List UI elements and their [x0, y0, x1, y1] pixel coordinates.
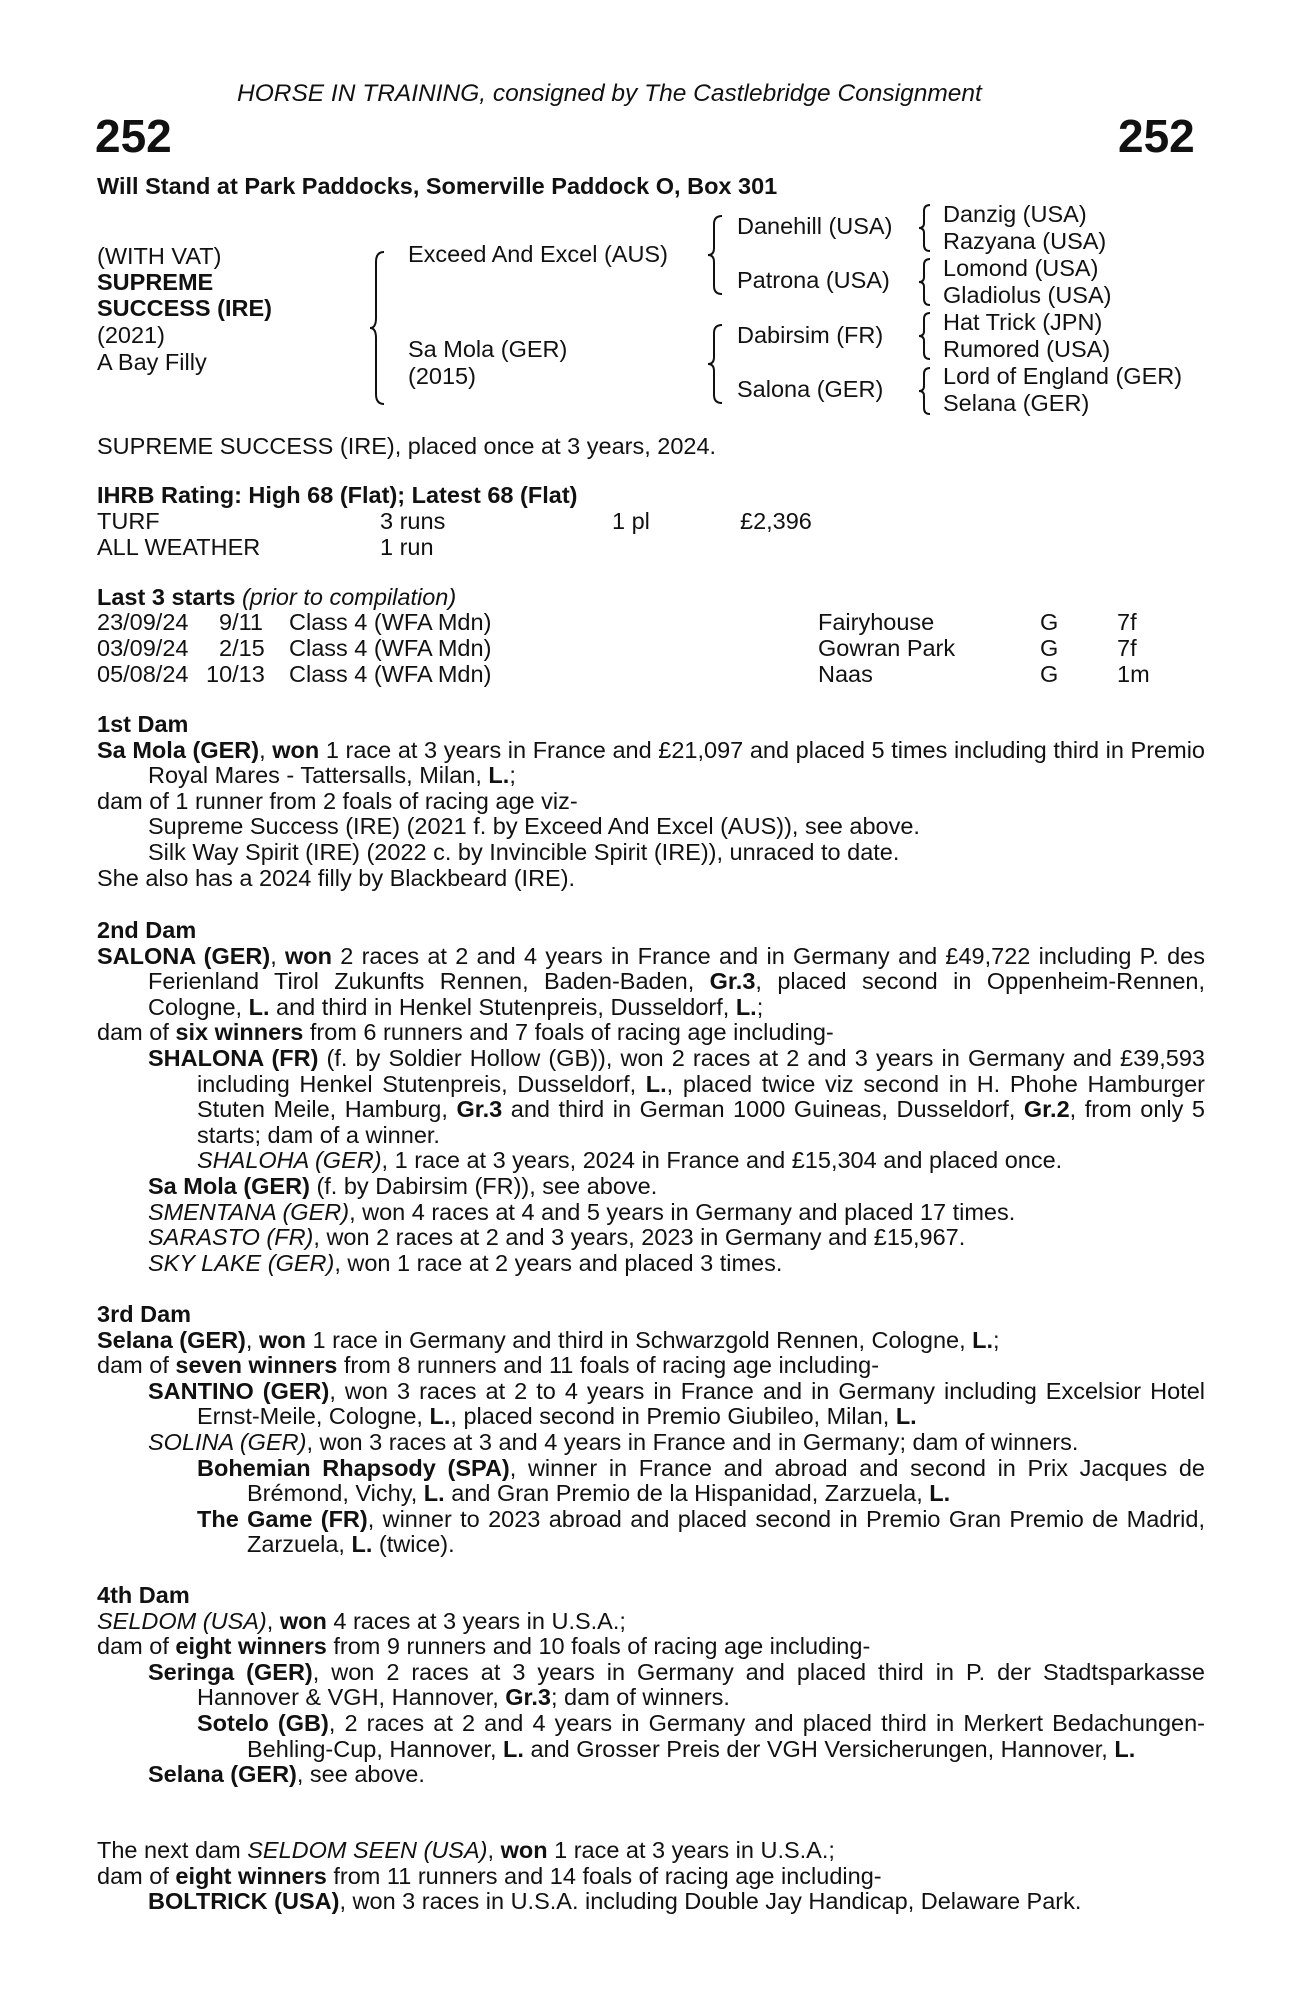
listed-mark: L. [1114, 1735, 1136, 1762]
pedigree-sire: Exceed And Excel (AUS) [408, 241, 668, 267]
race-record: , placed second in Oppenheim-Rennen, Cologne, [148, 968, 1205, 1020]
pedigree-brace-main [370, 250, 390, 406]
start-course: Fairyhouse [818, 609, 935, 635]
progeny-name: The Game (FR) [197, 1505, 368, 1532]
pedigree-dam-year: (2015) [408, 363, 476, 389]
consignment-line: HORSE IN TRAINING, consigned by The Castlebridge Consignment [237, 80, 982, 107]
progeny-entry [97, 1046, 1205, 1148]
punctuation: ; [756, 993, 764, 1020]
third-dam-heading: 3rd Dam [97, 1301, 192, 1327]
first-dam-section: 1st Dam Sa Mola (GER), won 1 race at 3 years in France and £21,097 and placed 5 times including third in Premio Royal Mares - Tattersalls, Milan, L.; dam of 1 runner from 2 foals of racing age viz- Supreme Success (IRE) (2021 f. by Exceed And Excel (AUS)), see above. Silk Way Spirit (IRE) (2022 c. by Invincible Spirit (IRE)), unraced to date. She also has a 2024 filly by Blackbeard (IRE). [97, 711, 1205, 891]
race-record: , placed second in Premio Giubileo, Milan, [450, 1403, 896, 1430]
dam-of-text: dam of [97, 1352, 176, 1379]
race-record: , won 3 races at 2 to 4 years in France and in Germany including Excelsior Hotel Ernst-Meile, Cologne, [197, 1377, 1205, 1430]
pedigree-brace-dd [918, 366, 934, 416]
dam-of-line [97, 1353, 1205, 1379]
dam-of-text: dam of [97, 1633, 176, 1660]
race-record: , placed twice viz second in H. Phohe Hamburger Stuten Meile, Hamburg, [197, 1070, 1205, 1123]
rating-aw-runs: 1 run [380, 534, 434, 560]
won-label: won [279, 1607, 327, 1634]
listed-mark: L. [972, 1326, 994, 1353]
progeny-name: SANTINO (GER) [148, 1377, 330, 1404]
progeny-name: BOLTRICK (USA) [148, 1888, 340, 1915]
last-starts-title: Last 3 starts [97, 584, 236, 610]
listed-mark: L. [929, 1480, 951, 1507]
dam-name: Sa Mola (GER) [97, 736, 260, 763]
pedigree-dds: Lord of England (GER) [943, 363, 1183, 389]
pedigree-sds: Lomond (USA) [943, 255, 1099, 281]
dam-of-line: dam of 1 runner from 2 foals of racing age viz- [97, 787, 578, 814]
dam-name: SELDOM (USA) [97, 1607, 267, 1634]
dam-of-line [97, 1864, 1205, 1890]
progeny-entry [97, 1711, 1205, 1762]
winners-count: eight winners [175, 1862, 327, 1889]
horse-year: (2021) [97, 322, 165, 348]
horse-summary: SUPREME SUCCESS (IRE), placed once at 3 years, 2024. [97, 433, 717, 459]
rating-turf-placed: 1 pl [612, 508, 650, 534]
pedigree-ds: Dabirsim (FR) [737, 322, 884, 348]
dam-of-line [97, 1634, 1205, 1660]
start-position: 10/13 [206, 661, 265, 687]
progeny-entry: Silk Way Spirit (IRE) (2022 c. by Invincible Spirit (IRE)), unraced to date. [148, 838, 900, 865]
race-record: , won 3 races in U.S.A. including Double Jay Handicap, Delaware Park. [339, 1888, 1082, 1915]
dam-of-text: from 8 runners and 11 foals of racing age including- [337, 1352, 880, 1379]
race-record: 1 race at 3 years in U.S.A.; [547, 1837, 835, 1863]
pedigree-brace-ds [918, 311, 934, 361]
third-dam-section: 3rd Dam Selana (GER), won 1 race in Germany and third in Schwarzgold Rennen, Cologne, L.; dam of seven winners from 8 runners and 11 foals of racing age including- SANTINO (GER), won 3 races at 2 to 4 years in France and in Germany including Excelsior Hotel Ernst-Meile, Cologne, L., placed second in Premio Giubileo, Milan, L. SOLINA (GER), won 3 races at 3 and 4 years in France and in Germany; dam of winners. Bohemian Rhapsody (SPA), winner in France and abroad and second in Prix Jacques de Brémond, Vichy, L. and Gran Premio de la Hispanidad, Zarzuela, L. The Game (FR), winner to 2023 abroad and placed second in Premio Gran Premio de Madrid, Zarzuela, L. (twice). [97, 1301, 1205, 1558]
listed-mark: L. [429, 1403, 451, 1430]
race-record: and Grosser Preis der VGH Versicherungen, Hannover, [523, 1735, 1115, 1762]
pedigree-brace-dam [708, 323, 728, 405]
listed-mark: L. [248, 993, 270, 1020]
race-record: , won 4 races at 4 and 5 years in Germany and placed 17 times. [349, 1198, 1016, 1225]
fourth-dam-heading: 4th Dam [97, 1582, 190, 1608]
group-mark: Gr.2 [1023, 1096, 1070, 1123]
pedigree-dd: Salona (GER) [737, 376, 884, 402]
listed-mark: L. [351, 1531, 373, 1558]
horse-description: A Bay Filly [97, 349, 207, 375]
race-record: , won 1 race at 2 years and placed 3 times. [334, 1249, 783, 1276]
start-date: 03/09/24 [97, 635, 189, 661]
pedigree-sdd: Gladiolus (USA) [943, 282, 1112, 308]
rating-title: IHRB Rating: High 68 (Flat); Latest 68 (Flat) [97, 482, 578, 508]
last-starts-heading [97, 585, 456, 611]
pedigree-ss: Danehill (USA) [737, 213, 893, 239]
race-record: , 1 race at 3 years, 2024 in France and £15,304 and placed once. [381, 1147, 1063, 1174]
start-race: Class 4 (WFA Mdn) [289, 635, 492, 661]
start-race: Class 4 (WFA Mdn) [289, 609, 492, 635]
progeny-entry [97, 1507, 1205, 1558]
start-date: 05/08/24 [97, 661, 189, 687]
race-record: , from only 5 starts; dam of a winner. [197, 1096, 1206, 1148]
race-record: , winner to 2023 abroad and placed second in Premio Gran Premio de Madrid, Zarzuela, [247, 1505, 1205, 1558]
progeny-entry [97, 1200, 1205, 1226]
pedigree-dam: Sa Mola (GER) [408, 336, 568, 362]
dam-name: SALONA (GER) [97, 942, 271, 969]
start-race: Class 4 (WFA Mdn) [289, 661, 492, 687]
race-record: 1 race at 3 years in France and £21,097 and placed 5 times including third in Premio Royal Mares - Tattersalls, Milan, [148, 736, 1205, 789]
pedigree-sd: Patrona (USA) [737, 267, 890, 293]
progeny-name: SHALOHA (GER) [197, 1147, 382, 1174]
rating-turf-prize: £2,396 [740, 508, 812, 534]
rating-turf-runs: 3 runs [380, 508, 446, 534]
stand-location: Will Stand at Park Paddocks, Somerville Paddock O, Box 301 [97, 173, 778, 199]
start-position: 9/11 [219, 609, 263, 635]
progeny-name: SOLINA (GER) [148, 1428, 307, 1455]
dam-of-text: from 11 runners and 14 foals of racing age including- [326, 1862, 882, 1889]
vat-note: (WITH VAT) [97, 243, 222, 269]
start-position: 2/15 [219, 635, 265, 661]
dam-name: Selana (GER) [97, 1326, 246, 1353]
progeny-name: SMENTANA (GER) [148, 1198, 350, 1225]
next-dam-section: The next dam SELDOM SEEN (USA), won 1 race at 3 years in U.S.A.; dam of eight winners from 11 runners and 14 foals of racing age including- BOLTRICK (USA), won 3 races in U.S.A. including Double Jay Handicap, Delaware Park. [97, 1838, 1205, 1915]
pedigree-sss: Danzig (USA) [943, 201, 1087, 227]
progeny-name: SHALONA (FR) [148, 1044, 319, 1071]
progeny-name: Bohemian Rhapsody (SPA) [197, 1454, 510, 1481]
race-record: 1 race in Germany and third in Schwarzgold Rennen, Cologne, [305, 1326, 973, 1353]
progeny-name: Seringa (GER) [148, 1658, 313, 1685]
race-record: (f. by Dabirsim (FR)), see above. [309, 1172, 658, 1199]
race-record: 2 races at 2 and 4 years in France and in Germany and £49,722 including P. des Ferienland Tirol Zukunfts Rennen, Baden-Baden, [148, 942, 1205, 995]
race-record: (f. by Soldier Hollow (GB)), won 2 races at 2 and 3 years in Germany and £39,593 including Henkel Stutenpreis, Dusseldorf, [197, 1044, 1205, 1097]
progeny-name: Sotelo (GB) [197, 1709, 329, 1736]
start-date: 23/09/24 [97, 609, 189, 635]
progeny-entry: Supreme Success (IRE) (2021 f. by Exceed And Excel (AUS)), see above. [148, 813, 920, 840]
progeny-entry [97, 1148, 1205, 1174]
rating-aw-surface: ALL WEATHER [97, 534, 261, 560]
second-dam-heading: 2nd Dam [97, 917, 197, 943]
listed-mark: L. [423, 1480, 445, 1507]
dam-of-text: dam of [97, 1862, 176, 1889]
progeny-name: Selana (GER) [148, 1761, 297, 1788]
progeny-entry [97, 1456, 1205, 1507]
pedigree-dss: Hat Trick (JPN) [943, 309, 1103, 335]
start-going: G [1040, 661, 1059, 687]
race-record: , won 2 races at 3 years in Germany and placed third in P. der Stadtsparkasse Hannover & VGH, Hannover, [197, 1658, 1206, 1711]
next-dam-text: The next dam [97, 1837, 248, 1863]
progeny-entry [97, 1379, 1205, 1430]
won-label: won [272, 736, 320, 763]
group-mark: Gr.3 [456, 1096, 503, 1123]
progeny-name: SKY LAKE (GER) [148, 1249, 335, 1276]
won-label: won [258, 1326, 306, 1353]
race-record: 4 races at 3 years in U.S.A.; [326, 1607, 626, 1634]
start-course: Gowran Park [818, 635, 956, 661]
dam-name: SELDOM SEEN (USA) [247, 1837, 488, 1863]
rating-turf-surface: TURF [97, 508, 160, 534]
race-record: ; dam of winners. [551, 1684, 730, 1711]
punctuation: ; [993, 1326, 1000, 1353]
start-distance: 7f [1117, 609, 1137, 635]
dam-of-line [97, 1020, 1205, 1046]
pedigree-ssd: Razyana (USA) [943, 228, 1107, 254]
progeny-entry [97, 1762, 1205, 1788]
race-record: , winner in France and abroad and second in Prix Jacques de Brémond, Vichy, [247, 1454, 1205, 1507]
progeny-entry [97, 1225, 1205, 1251]
dam-of-text: dam of [97, 1019, 176, 1046]
winners-count: eight winners [175, 1633, 327, 1660]
start-going: G [1040, 609, 1059, 635]
second-dam-section: 2nd Dam SALONA (GER), won 2 races at 2 and 4 years in France and in Germany and £49,722 including P. des Ferienland Tirol Zukunfts Rennen, Baden-Baden, Gr.3, placed second in Oppenheim-Rennen, Cologne, L. and third in Henkel Stutenpreis, Dusseldorf, L.; dam of six winners from 6 runners and 7 foals of racing age including- SHALONA (FR) (f. by Soldier Hollow (GB)), won 2 races at 2 and 3 years in Germany and £39,593 including Henkel Stutenpreis, Dusseldorf, L., placed twice viz second in H. Phohe Hamburger Stuten Meile, Hamburg, Gr.3 and third in German 1000 Guineas, Dusseldorf, Gr.2, from only 5 starts; dam of a winner. SHALOHA (GER), 1 race at 3 years, 2024 in France and £15,304 and placed once. Sa Mola (GER) (f. by Dabirsim (FR)), see above. SMENTANA (GER), won 4 races at 4 and 5 years in Germany and placed 17 times. SARASTO (FR), won 2 races at 2 and 3 years, 2023 in Germany and £15,967. SKY LAKE (GER), won 1 race at 2 years and placed 3 times. [97, 917, 1206, 1276]
listed-mark: L. [895, 1403, 917, 1430]
horse-name-line2: SUCCESS (IRE) [97, 295, 272, 321]
start-distance: 1m [1117, 661, 1150, 687]
listed-mark: L. [735, 993, 757, 1020]
group-mark: Gr.3 [709, 968, 756, 995]
listed-mark: L. [488, 762, 510, 789]
race-record: , see above. [296, 1761, 425, 1788]
lot-number-left: 252 [95, 110, 172, 162]
race-record: , 2 races at 2 and 4 years in Germany and placed third in Merkert Bedachungen-Behling-Cup, Hannover, [247, 1709, 1205, 1762]
pedigree-brace-sire [708, 214, 728, 296]
start-course: Naas [818, 661, 873, 687]
horse-name-line1: SUPREME [97, 269, 214, 295]
progeny-entry [97, 1889, 1205, 1915]
dam-of-text: from 6 runners and 7 foals of racing age including- [303, 1019, 834, 1046]
progeny-entry [97, 1660, 1205, 1711]
fourth-dam-section: 4th Dam SELDOM (USA), won 4 races at 3 years in U.S.A.; dam of eight winners from 9 runners and 10 foals of racing age including- Seringa (GER), won 2 races at 3 years in Germany and placed third in P. der Stadtsparkasse Hannover & VGH, Hannover, Gr.3; dam of winners. Sotelo (GB), 2 races at 2 and 4 years in Germany and placed third in Merkert Bedachungen-Behling-Cup, Hannover, L. and Grosser Preis der VGH Versicherungen, Hannover, L. Selana (GER), see above. [97, 1582, 1206, 1788]
pedigree-brace-sd [918, 257, 934, 307]
progeny-entry [97, 1251, 1205, 1277]
start-distance: 7f [1117, 635, 1137, 661]
last-starts-note: (prior to compilation) [241, 584, 457, 610]
won-label: won [500, 1837, 548, 1863]
group-mark: Gr.3 [505, 1684, 551, 1711]
race-record: , won 2 races at 2 and 3 years, 2023 in Germany and £15,967. [313, 1224, 966, 1251]
punctuation: ; [509, 762, 516, 789]
winners-count: six winners [175, 1019, 304, 1046]
race-record: and third in German 1000 Guineas, Dusseldorf, [502, 1096, 1024, 1123]
also-has-line: She also has a 2024 filly by Blackbeard (IRE). [97, 864, 576, 891]
race-record: and third in Henkel Stutenpreis, Dusseldorf, [269, 993, 736, 1020]
dam-of-text: from 9 runners and 10 foals of racing age including- [326, 1633, 871, 1660]
won-label: won [285, 942, 332, 969]
pedigree-brace-ss [918, 203, 934, 253]
pedigree-dsd: Rumored (USA) [943, 336, 1111, 362]
race-record: and Gran Premio de la Hispanidad, Zarzuela, [444, 1480, 930, 1507]
progeny-name: Sa Mola (GER) [148, 1172, 310, 1199]
listed-mark: L. [503, 1735, 524, 1762]
pedigree-ddd: Selana (GER) [943, 390, 1090, 416]
progeny-entry [97, 1430, 1205, 1456]
listed-mark: L. [645, 1070, 667, 1097]
progeny-entry [97, 1174, 1205, 1200]
winners-count: seven winners [175, 1352, 338, 1379]
lot-number-right: 252 [1118, 110, 1195, 162]
start-going: G [1040, 635, 1059, 661]
first-dam-heading: 1st Dam [97, 711, 189, 737]
race-record: (twice). [372, 1531, 455, 1558]
race-record: , won 3 races at 3 and 4 years in France and in Germany; dam of winners. [306, 1428, 1079, 1455]
progeny-name: SARASTO (FR) [148, 1224, 314, 1251]
